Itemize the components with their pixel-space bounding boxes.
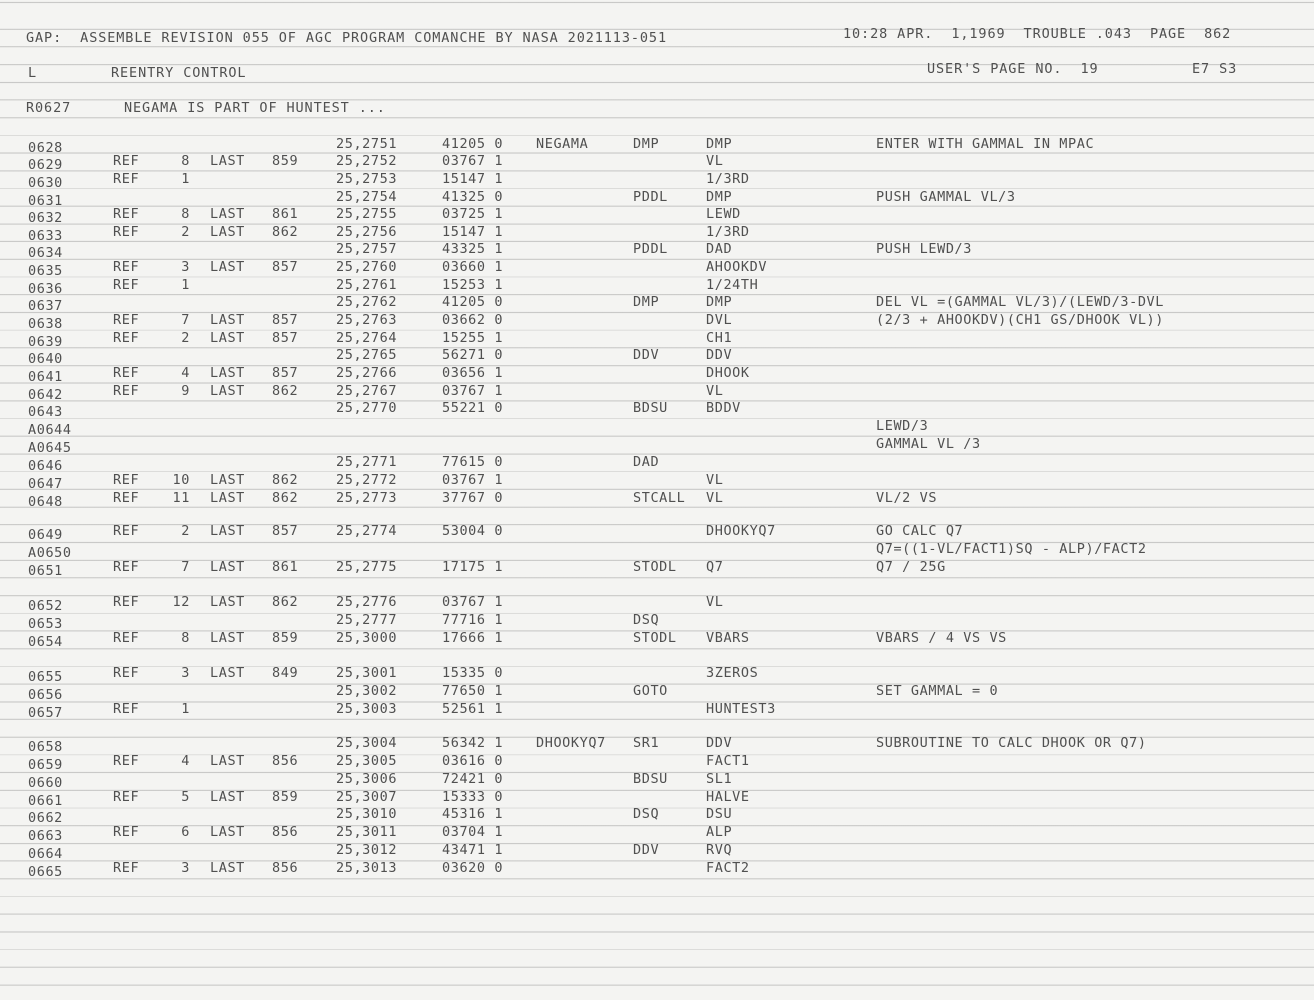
row-ref: REF [113, 701, 140, 717]
row-word: 77650 1 [442, 683, 504, 699]
row-word: 72421 0 [442, 771, 504, 787]
row-num: 0639 [28, 334, 63, 350]
row-addr: 25,3001 [336, 665, 398, 681]
row-refn: 6 [181, 824, 190, 840]
row-addr: 25,2774 [336, 523, 398, 539]
row-opnd: FACT2 [706, 860, 750, 876]
row-lastn: 857 [272, 523, 299, 539]
row-op: DSQ [633, 612, 660, 628]
row-word: 77716 1 [442, 612, 504, 628]
row-ref: REF [113, 206, 140, 222]
row-opnd: DMP [706, 189, 733, 205]
section-title: REENTRY CONTROL [111, 65, 247, 81]
row-num: 0641 [28, 369, 63, 385]
row-word: 77615 0 [442, 454, 504, 470]
row-word: 15147 1 [442, 171, 504, 187]
row-word: 03620 0 [442, 860, 504, 876]
row-word: 56342 1 [442, 735, 504, 751]
row-word: 37767 0 [442, 490, 504, 506]
row-lastn: 862 [272, 383, 299, 399]
row-word: 43471 1 [442, 842, 504, 858]
row-op: PDDL [633, 241, 668, 257]
row-refn: 4 [181, 753, 190, 769]
row-ref: REF [113, 594, 140, 610]
row-op: STODL [633, 559, 677, 575]
row-opnd: DDV [706, 347, 733, 363]
row-lastn: 862 [272, 472, 299, 488]
row-ref: REF [113, 630, 140, 646]
row-word: 03767 1 [442, 594, 504, 610]
row-addr: 25,2762 [336, 294, 398, 310]
row-word: 15335 0 [442, 665, 504, 681]
row-op: DMP [633, 136, 660, 152]
row-last: LAST [210, 860, 245, 876]
row-cmt: PUSH LEWD/3 [876, 241, 973, 257]
row-ref: REF [113, 824, 140, 840]
row-addr: 25,3005 [336, 753, 398, 769]
row-addr: 25,2765 [336, 347, 398, 363]
row-lastn: 849 [272, 665, 299, 681]
row-ref: REF [113, 472, 140, 488]
row-last: LAST [210, 224, 245, 240]
row-addr: 25,3000 [336, 630, 398, 646]
row-num: A0650 [28, 545, 72, 561]
row-num: 0664 [28, 846, 63, 862]
row-word: 53004 0 [442, 523, 504, 539]
row-addr: 25,2771 [336, 454, 398, 470]
row-lastn: 856 [272, 753, 299, 769]
row-num: 0642 [28, 387, 63, 403]
row-last: LAST [210, 472, 245, 488]
row-addr: 25,3013 [336, 860, 398, 876]
row-lastn: 857 [272, 259, 299, 275]
row-opnd: DHOOK [706, 365, 750, 381]
row-opnd: HUNTEST3 [706, 701, 776, 717]
row-num: 0628 [28, 140, 63, 156]
row-last: LAST [210, 365, 245, 381]
row-num: 0635 [28, 263, 63, 279]
row-word: 52561 1 [442, 701, 504, 717]
row-cmt: LEWD/3 [876, 418, 929, 434]
row-addr: 25,2752 [336, 153, 398, 169]
row-num: 0660 [28, 775, 63, 791]
row-num: A0645 [28, 440, 72, 456]
row-opnd: VL [706, 472, 724, 488]
row-addr: 25,3007 [336, 789, 398, 805]
row-ref: REF [113, 753, 140, 769]
row-op: DDV [633, 347, 660, 363]
row-word: 56271 0 [442, 347, 504, 363]
row-num: 0629 [28, 157, 63, 173]
row-num: 0662 [28, 810, 63, 826]
row-cmt: ENTER WITH GAMMAL IN MPAC [876, 136, 1095, 152]
row-op: STCALL [633, 490, 686, 506]
row-addr: 25,2764 [336, 330, 398, 346]
row-opnd: HALVE [706, 789, 750, 805]
row-refn: 2 [181, 523, 190, 539]
row-addr: 25,2776 [336, 594, 398, 610]
row-last: LAST [210, 383, 245, 399]
row-op: DAD [633, 454, 660, 470]
row-last: LAST [210, 206, 245, 222]
row-num: 0632 [28, 210, 63, 226]
row-refn: 2 [181, 224, 190, 240]
row-num: 0637 [28, 298, 63, 314]
row-ref: REF [113, 365, 140, 381]
row-cmt: VL/2 VS [876, 490, 938, 506]
row-cmt: SUBROUTINE TO CALC DHOOK OR Q7) [876, 735, 1147, 751]
row-refn: 11 [172, 490, 190, 506]
row-num: 0652 [28, 598, 63, 614]
row-word: 03767 1 [442, 472, 504, 488]
row-num: 0649 [28, 527, 63, 543]
row-last: LAST [210, 490, 245, 506]
row-word: 03725 1 [442, 206, 504, 222]
row-num: 0638 [28, 316, 63, 332]
row-last: LAST [210, 153, 245, 169]
row-cmt: Q7 / 25G [876, 559, 946, 575]
row-word: 03767 1 [442, 383, 504, 399]
row-num: 0653 [28, 616, 63, 632]
row-refn: 8 [181, 153, 190, 169]
row-opnd: RVQ [706, 842, 733, 858]
row-ref: REF [113, 789, 140, 805]
row-last: LAST [210, 824, 245, 840]
row-opnd: DVL [706, 312, 733, 328]
row-lastn: 856 [272, 824, 299, 840]
row-opnd: SL1 [706, 771, 733, 787]
row-opnd: DMP [706, 136, 733, 152]
row-refn: 2 [181, 330, 190, 346]
row-num: A0644 [28, 422, 72, 438]
row-num: 0643 [28, 404, 63, 420]
row-addr: 25,3002 [336, 683, 398, 699]
row-refn: 3 [181, 259, 190, 275]
row-word: 15333 0 [442, 789, 504, 805]
row-last: LAST [210, 259, 245, 275]
row-cmt: Q7=((1-VL/FACT1)SQ - ALP)/FACT2 [876, 541, 1147, 557]
row-last: LAST [210, 559, 245, 575]
row-ref: REF [113, 153, 140, 169]
row-addr: 25,2763 [336, 312, 398, 328]
row-addr: 25,3004 [336, 735, 398, 751]
row-word: 15253 1 [442, 277, 504, 293]
header-timestamp: 10:28 APR. 1,1969 TROUBLE .043 PAGE 862 [843, 26, 1232, 42]
row-lastn: 862 [272, 594, 299, 610]
row-refn: 7 [181, 559, 190, 575]
row-ref: REF [113, 383, 140, 399]
row-num: 0640 [28, 351, 63, 367]
row-lastn: 859 [272, 789, 299, 805]
row-addr: 25,3011 [336, 824, 398, 840]
row-addr: 25,2777 [336, 612, 398, 628]
row-addr: 25,2751 [336, 136, 398, 152]
page-code: E7 S3 [1192, 61, 1238, 77]
row-lastn: 861 [272, 206, 299, 222]
row-num: 0634 [28, 245, 63, 261]
row-cmt: PUSH GAMMAL VL/3 [876, 189, 1016, 205]
row-cmt: GO CALC Q7 [876, 523, 964, 539]
row-num: 0656 [28, 687, 63, 703]
row-opnd: LEWD [706, 206, 741, 222]
row-lastn: 859 [272, 630, 299, 646]
row-op: DSQ [633, 806, 660, 822]
row-ref: REF [113, 490, 140, 506]
row-word: 41325 0 [442, 189, 504, 205]
row-op: GOTO [633, 683, 668, 699]
row-word: 45316 1 [442, 806, 504, 822]
row-op: DDV [633, 842, 660, 858]
row-ref: REF [113, 224, 140, 240]
row-ref: REF [113, 277, 140, 293]
row-refn: 7 [181, 312, 190, 328]
row-ref: REF [113, 523, 140, 539]
row-lbl: DHOOKYQ7 [536, 735, 606, 751]
row-word: 03616 0 [442, 753, 504, 769]
row-word: 17666 1 [442, 630, 504, 646]
row-refn: 1 [181, 701, 190, 717]
row-opnd: 1/24TH [706, 277, 759, 293]
note-number: R0627 [26, 100, 72, 116]
row-ref: REF [113, 559, 140, 575]
row-opnd: VBARS [706, 630, 750, 646]
row-cmt: DEL VL =(GAMMAL VL/3)/(LEWD/3-DVL [876, 294, 1165, 310]
row-lastn: 857 [272, 365, 299, 381]
row-last: LAST [210, 665, 245, 681]
row-ref: REF [113, 860, 140, 876]
row-word: 41205 0 [442, 136, 504, 152]
row-last: LAST [210, 594, 245, 610]
header-title: GAP: ASSEMBLE REVISION 055 OF AGC PROGRAM COMANCHE BY NASA 2021113-051 [26, 30, 667, 46]
row-addr: 25,2766 [336, 365, 398, 381]
row-ref: REF [113, 171, 140, 187]
row-refn: 9 [181, 383, 190, 399]
row-cmt: (2/3 + AHOOKDV)(CH1 GS/DHOOK VL)) [876, 312, 1165, 328]
row-num: 0630 [28, 175, 63, 191]
row-refn: 4 [181, 365, 190, 381]
row-word: 03660 1 [442, 259, 504, 275]
row-word: 43325 1 [442, 241, 504, 257]
row-lastn: 856 [272, 860, 299, 876]
row-opnd: DMP [706, 294, 733, 310]
row-num: 0633 [28, 228, 63, 244]
note-text: NEGAMA IS PART OF HUNTEST ... [124, 100, 386, 116]
row-addr: 25,2756 [336, 224, 398, 240]
row-op: BDSU [633, 400, 668, 416]
row-addr: 25,2757 [336, 241, 398, 257]
row-cmt: VBARS / 4 VS VS [876, 630, 1007, 646]
section-marker: L [28, 65, 38, 81]
row-opnd: DDV [706, 735, 733, 751]
row-last: LAST [210, 523, 245, 539]
row-num: 0665 [28, 864, 63, 880]
row-op: SR1 [633, 735, 660, 751]
row-op: PDDL [633, 189, 668, 205]
row-opnd: VL [706, 153, 724, 169]
row-opnd: CH1 [706, 330, 733, 346]
row-word: 17175 1 [442, 559, 504, 575]
row-num: 0647 [28, 476, 63, 492]
row-last: LAST [210, 330, 245, 346]
row-word: 03704 1 [442, 824, 504, 840]
row-num: 0651 [28, 563, 63, 579]
row-opnd: Q7 [706, 559, 724, 575]
row-num: 0636 [28, 281, 63, 297]
row-lastn: 862 [272, 490, 299, 506]
row-lbl: NEGAMA [536, 136, 589, 152]
row-refn: 1 [181, 277, 190, 293]
row-opnd: DHOOKYQ7 [706, 523, 776, 539]
row-opnd: 1/3RD [706, 224, 750, 240]
row-addr: 25,2760 [336, 259, 398, 275]
row-addr: 25,3010 [336, 806, 398, 822]
row-opnd: BDDV [706, 400, 741, 416]
row-ref: REF [113, 259, 140, 275]
row-opnd: 3ZEROS [706, 665, 759, 681]
row-word: 03767 1 [442, 153, 504, 169]
row-op: DMP [633, 294, 660, 310]
row-word: 15255 1 [442, 330, 504, 346]
row-num: 0631 [28, 193, 63, 209]
row-addr: 25,2753 [336, 171, 398, 187]
row-addr: 25,2761 [336, 277, 398, 293]
row-opnd: DSU [706, 806, 733, 822]
row-cmt: GAMMAL VL /3 [876, 436, 981, 452]
row-num: 0663 [28, 828, 63, 844]
row-word: 03662 0 [442, 312, 504, 328]
row-word: 41205 0 [442, 294, 504, 310]
row-ref: REF [113, 330, 140, 346]
row-addr: 25,2754 [336, 189, 398, 205]
row-word: 15147 1 [442, 224, 504, 240]
row-addr: 25,3006 [336, 771, 398, 787]
row-addr: 25,2755 [336, 206, 398, 222]
row-last: LAST [210, 753, 245, 769]
row-opnd: 1/3RD [706, 171, 750, 187]
row-op: STODL [633, 630, 677, 646]
row-last: LAST [210, 789, 245, 805]
row-addr: 25,2773 [336, 490, 398, 506]
row-opnd: VL [706, 490, 724, 506]
row-lastn: 857 [272, 312, 299, 328]
row-addr: 25,3003 [336, 701, 398, 717]
row-last: LAST [210, 312, 245, 328]
row-word: 55221 0 [442, 400, 504, 416]
row-lastn: 861 [272, 559, 299, 575]
row-num: 0655 [28, 669, 63, 685]
row-opnd: VL [706, 383, 724, 399]
row-lastn: 857 [272, 330, 299, 346]
row-refn: 3 [181, 665, 190, 681]
row-cmt: SET GAMMAL = 0 [876, 683, 999, 699]
row-addr: 25,2775 [336, 559, 398, 575]
row-refn: 8 [181, 206, 190, 222]
row-opnd: ALP [706, 824, 733, 840]
row-addr: 25,2770 [336, 400, 398, 416]
row-num: 0659 [28, 757, 63, 773]
row-num: 0646 [28, 458, 63, 474]
row-num: 0657 [28, 705, 63, 721]
row-num: 0654 [28, 634, 63, 650]
row-num: 0658 [28, 739, 63, 755]
row-opnd: AHOOKDV [706, 259, 768, 275]
row-last: LAST [210, 630, 245, 646]
row-lastn: 862 [272, 224, 299, 240]
row-refn: 1 [181, 171, 190, 187]
row-addr: 25,3012 [336, 842, 398, 858]
row-addr: 25,2767 [336, 383, 398, 399]
row-word: 03656 1 [442, 365, 504, 381]
row-num: 0661 [28, 793, 63, 809]
row-refn: 5 [181, 789, 190, 805]
row-refn: 8 [181, 630, 190, 646]
row-refn: 10 [172, 472, 190, 488]
row-refn: 12 [172, 594, 190, 610]
row-opnd: DAD [706, 241, 733, 257]
row-opnd: FACT1 [706, 753, 750, 769]
row-addr: 25,2772 [336, 472, 398, 488]
row-refn: 3 [181, 860, 190, 876]
row-ref: REF [113, 312, 140, 328]
row-op: BDSU [633, 771, 668, 787]
row-opnd: VL [706, 594, 724, 610]
row-lastn: 859 [272, 153, 299, 169]
row-num: 0648 [28, 494, 63, 510]
user-page-number: USER'S PAGE NO. 19 [927, 61, 1099, 77]
row-ref: REF [113, 665, 140, 681]
